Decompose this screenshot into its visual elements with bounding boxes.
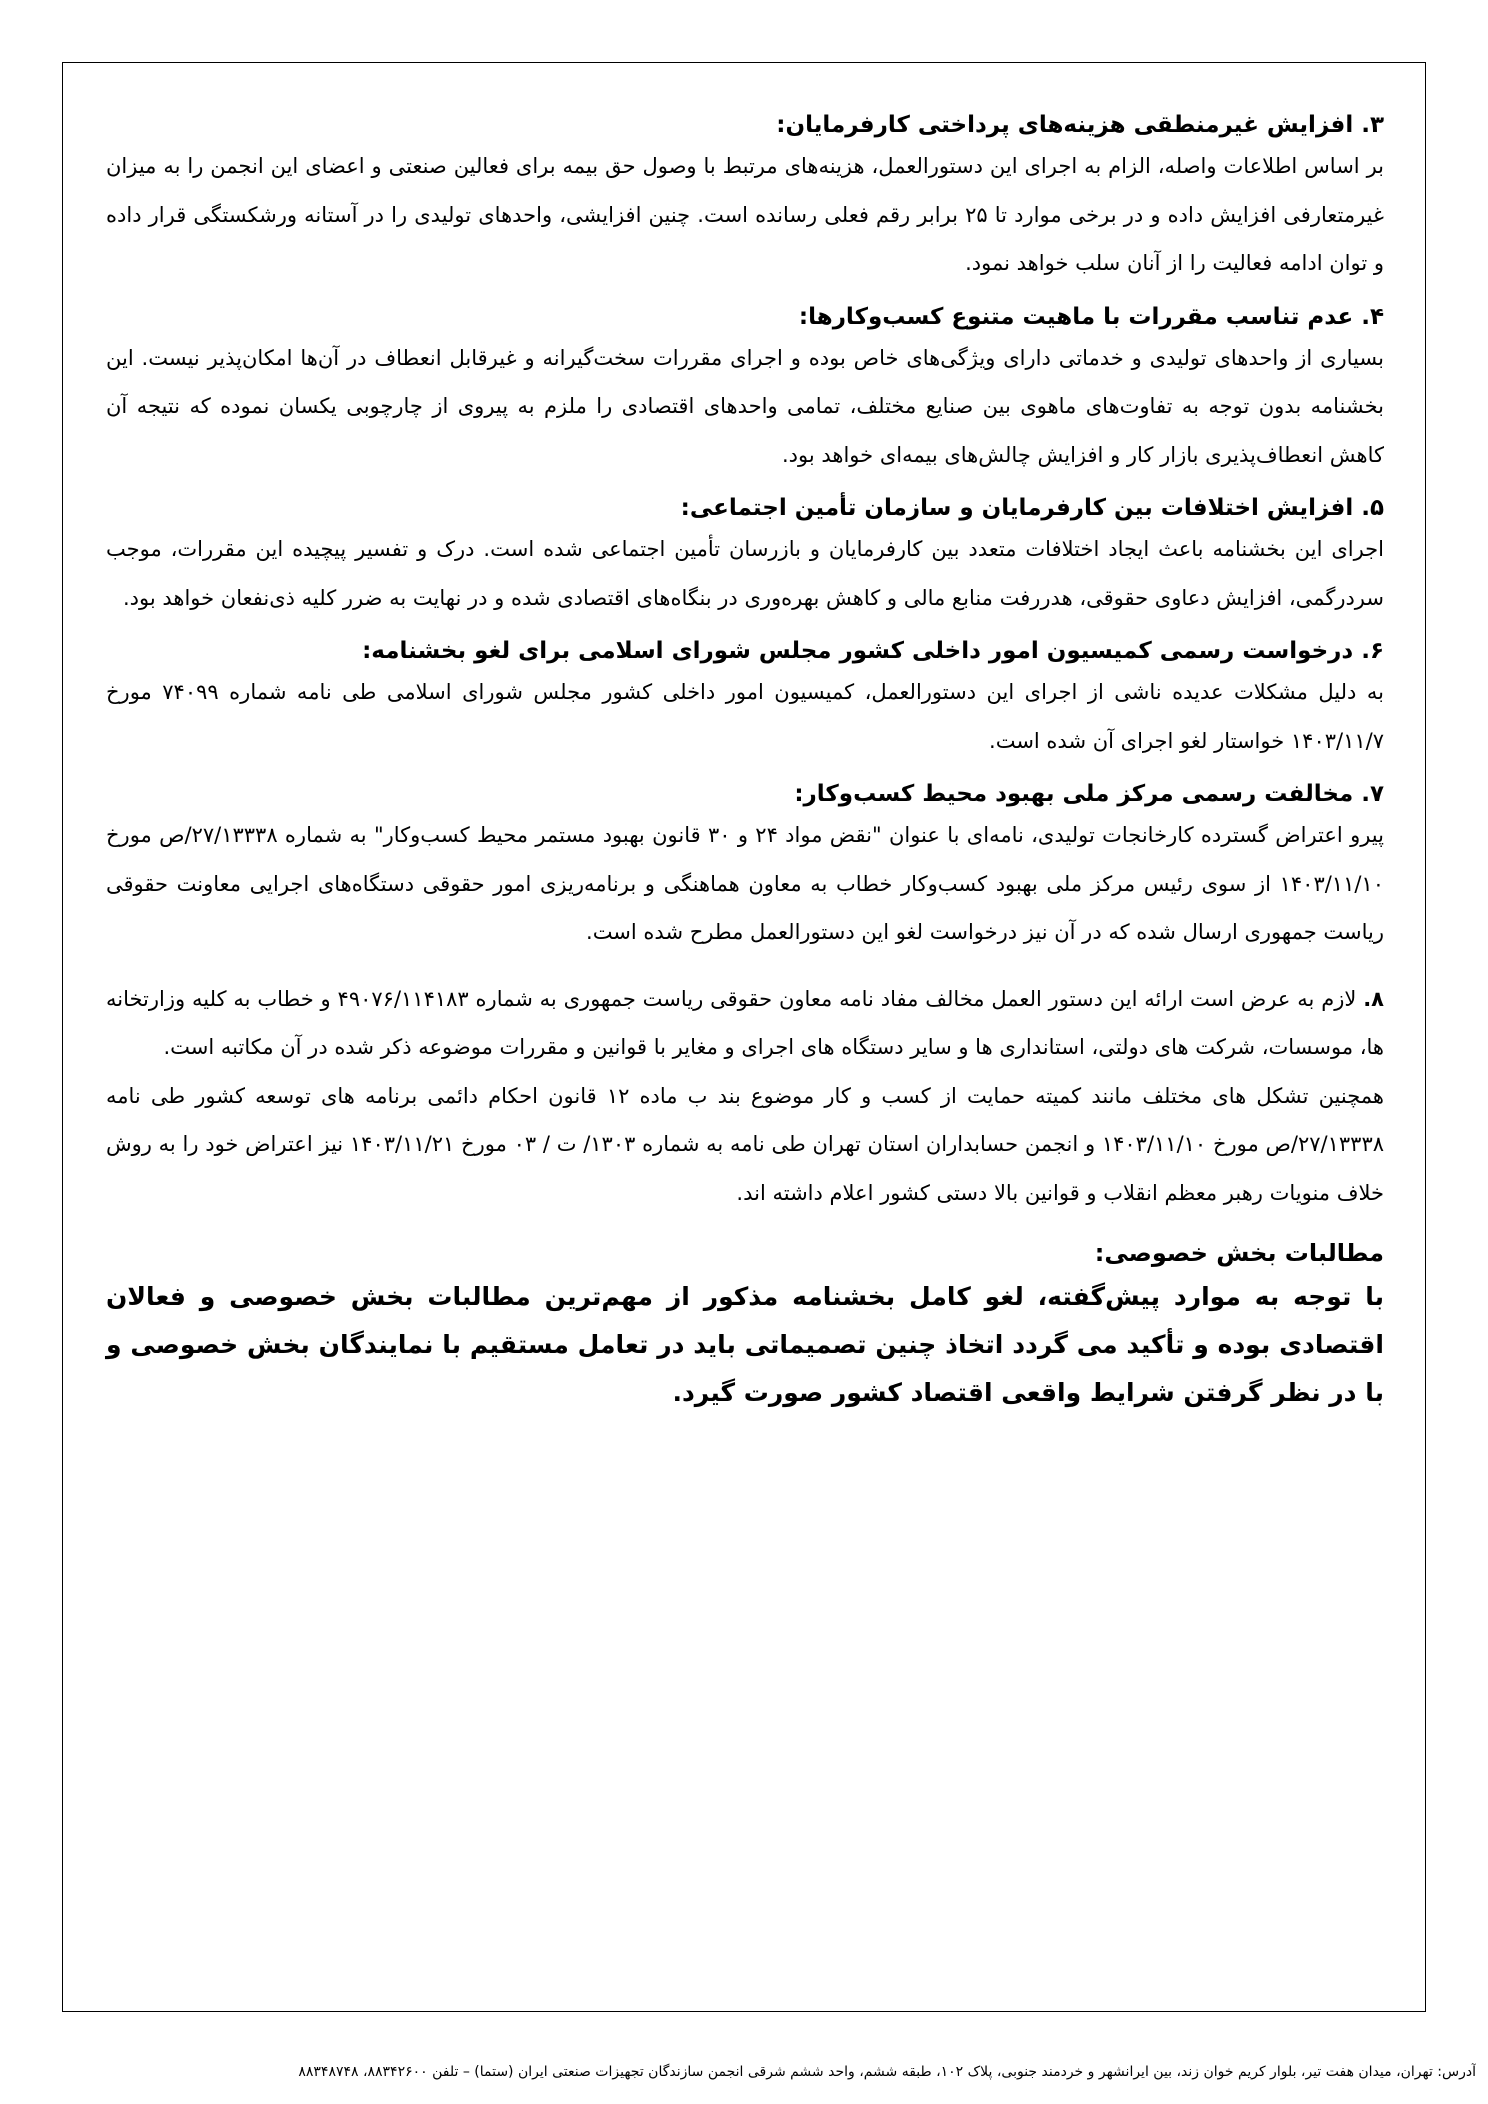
demands-title: مطالبات بخش خصوصی: xyxy=(1094,1239,1384,1267)
demands-body: با توجه به موارد پیش‌گفته، لغو کامل بخشنامه مذکور از مهم‌ترین مطالبات بخش خصوصی و فعالان اقتصادی بوده و تأکید می گردد اتخاذ چنین تصمیماتی باید در تعامل مستقیم با نمایندگان بخش خصوصی و با در نظر گرفتن شرایط واقعی اقتصاد کشور صورت گیرد. xyxy=(106,1282,1384,1407)
letter-content xyxy=(106,108,1384,1417)
section-5-body: اجرای این بخشنامه باعث ایجاد اختلافات متعدد بین کارفرمایان و بازرسان تأمین اجتماعی شده است. درک و تفسیر پیچیده این مقررات، موجب سردرگمی، افزایش دعاوی حقوقی، هدررفت منابع مالی و کاهش بهره‌وری در بنگاه‌های اقتصادی شده و در نهایت به ضرر کلیه ذی‌نفعان خواهد بود. xyxy=(106,537,1384,610)
footer-address: آدرس: تهران، میدان هفت تیر، بلوار کریم خوان زند، بین ایرانشهر و خردمند جنوبی، پلاک ۱۰۲، طبقه ششم، واحد ششم شرقی انجمن سازندگان تجهیزات صنعتی ایران (ستما) – تلفن ۸۸۳۴۲۶۰۰، ۸۸۳۴۸۷۴۸ xyxy=(298,2064,1476,2080)
section-7-title: ۷. مخالفت رسمی مرکز ملی بهبود محیط کسب‌وکار: xyxy=(794,781,1384,807)
section-8-text: لازم به عرض است ارائه این دستور العمل مخالف مفاد نامه معاون حقوقی ریاست جمهوری به شماره ۴۹۰۷۶/۱۱۴۱۸۳ و خطاب به کلیه وزارتخانه ها، موسسات، شرکت های دولتی، استانداری ها و سایر دستگاه های اجرای و مغایر با قوانین و مقررات موضوعه ذکر شده در آن مکاتبه است. xyxy=(106,986,1384,1059)
section-3-body: بر اساس اطلاعات واصله، الزام به اجرای این دستورالعمل، هزینه‌های مرتبط با وصول حق بیمه برای فعالین صنعتی و اعضای این انجمن را به میزان غیرمتعارفی افزایش داده و در برخی موارد تا ۲۵ برابر رقم فعلی رسانده است. چنین افزایشی، واحدهای تولیدی را در آستانه ورشکستگی قرار داده و توان ادامه فعالیت را از آنان سلب خواهد نمود. xyxy=(106,154,1384,275)
section-6-body: به دلیل مشکلات عدیده ناشی از اجرای این دستورالعمل، کمیسیون امور داخلی کشور مجلس شورای اسلامی طی نامه شماره ۷۴۰۹۹ مورخ ۱۴۰۳/۱۱/۷ خواستار لغو اجرای آن شده است. xyxy=(106,680,1384,753)
section-3-title: ۳. افزایش غیرمنطقی هزینه‌های پرداختی کارفرمایان: xyxy=(776,112,1384,138)
section-8-continuation: همچنین تشکل های مختلف مانند کمیته حمایت از کسب و کار موضوع بند ب ماده ۱۲ قانون احکام دائمی برنامه های توسعه کشور طی نامه ۲۷/۱۳۳۳۸/ص مورخ ۱۴۰۳/۱۱/۱۰ و انجمن حسابداران استان تهران طی نامه به شماره ۱۳۰۳/ ت / ۰۳ مورخ ۱۴۰۳/۱۱/۲۱ نیز اعتراض خود را به روش خلاف منویات رهبر معظم انقلاب و قوانین بالا دستی کشور اعلام داشته اند. xyxy=(106,1083,1385,1205)
section-7 xyxy=(106,777,1384,957)
section-3 xyxy=(106,108,1384,288)
section-7-body: پیرو اعتراض گسترده کارخانجات تولیدی، نامه‌ای با عنوان "نقض مواد ۲۴ و ۳۰ قانون بهبود مستمر محیط کسب‌وکار" به شماره ۲۷/۱۳۳۳۸/ص مورخ ۱۴۰۳/۱۱/۱۰ از سوی رئیس مرکز ملی بهبود کسب‌وکار خطاب به معاون هماهنگی و برنامه‌ریزی امور حقوقی دستگاه‌های اجرایی معاونت حقوقی ریاست جمهوری ارسال شده که در آن نیز درخواست لغو این دستورالعمل مطرح شده است. xyxy=(106,823,1384,944)
section-5 xyxy=(106,491,1384,622)
section-8 xyxy=(106,975,1384,1218)
section-8-body xyxy=(106,975,1384,1072)
private-sector-demands xyxy=(106,1233,1384,1417)
section-5-title: ۵. افزایش اختلافات بین کارفرمایان و سازمان تأمین اجتماعی: xyxy=(680,495,1384,521)
section-8-number: ۸. xyxy=(1363,986,1384,1011)
section-4-title: ۴. عدم تناسب مقررات با ماهیت متنوع کسب‌وکارها: xyxy=(798,303,1384,330)
section-4 xyxy=(106,300,1384,480)
section-6-title: ۶. درخواست رسمی کمیسیون امور داخلی کشور مجلس شورای اسلامی برای لغو بخشنامه: xyxy=(362,638,1384,664)
section-6 xyxy=(106,634,1384,765)
section-4-body: بسیاری از واحدهای تولیدی و خدماتی دارای ویژگی‌های خاص بوده و اجرای مقررات سخت‌گیرانه و غیرقابل انعطاف در آن‌ها امکان‌پذیر نیست. این بخشنامه بدون توجه به تفاوت‌های ماهوی بین صنایع مختلف، تمامی واحدهای اقتصادی را ملزم به پیروی از چارچوبی یکسان نموده که نتیجه آن کاهش انعطاف‌پذیری بازار کار و افزایش چالش‌های بیمه‌ای خواهد بود. xyxy=(106,345,1384,467)
